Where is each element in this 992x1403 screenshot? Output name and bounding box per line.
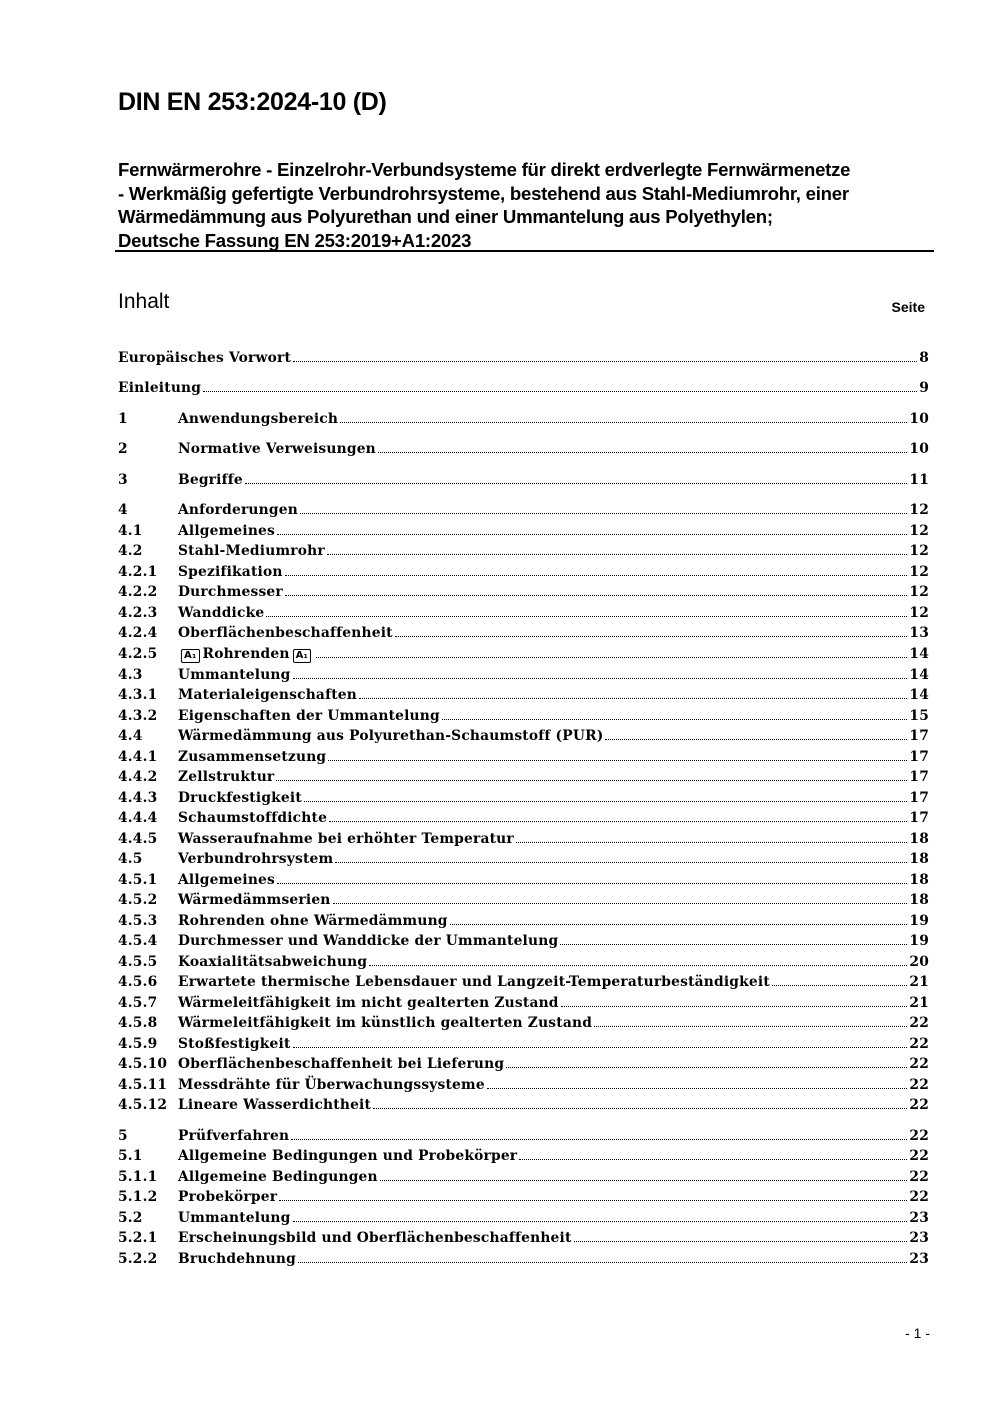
toc-entry-page: 10 [909, 441, 929, 457]
toc-entry-title: Begriffe [178, 472, 243, 488]
toc-entry-number: 4.2.5 [118, 646, 158, 662]
page-number: - 1 - [905, 1325, 930, 1341]
toc-entry[interactable] [118, 849, 929, 869]
toc-entry-title: Stahl-Mediumrohr [178, 543, 325, 559]
amendment-start-marker: A₁ [181, 649, 200, 663]
toc-entry-number: 4.2.4 [118, 625, 158, 641]
toc-entry-page: 22 [909, 1036, 929, 1052]
dot-leader [516, 842, 908, 843]
toc-entry-page: 23 [909, 1251, 929, 1267]
toc-entry-number: 4.4 [118, 728, 143, 744]
toc-entry-title: Lineare Wasserdichtheit [178, 1097, 372, 1113]
toc-entry[interactable] [118, 808, 929, 828]
toc-entry-page: 17 [909, 769, 929, 785]
toc-entry-title: Schaumstoffdichte [178, 810, 328, 826]
toc-entry-number: 4.5.8 [118, 1015, 158, 1031]
toc-entry-number: 3 [118, 472, 128, 488]
toc-entry[interactable] [118, 829, 929, 849]
toc-entry[interactable] [118, 870, 929, 890]
toc-entry-page: 12 [909, 605, 929, 621]
toc-entry[interactable] [118, 348, 929, 368]
toc-entry-title: Allgemeine Bedingungen [178, 1169, 378, 1185]
toc-entry-number: 5.1 [118, 1148, 143, 1164]
toc-entry-page: 11 [909, 472, 929, 488]
toc-entry[interactable] [118, 788, 929, 808]
toc-entry-title: Wärmeleitfähigkeit im nicht gealterten Zustand [178, 995, 559, 1011]
toc-entry-number: 5.2.2 [118, 1251, 158, 1267]
toc-entry[interactable] [118, 582, 929, 602]
toc-entry-page: 23 [909, 1230, 929, 1246]
toc-entry[interactable] [118, 931, 929, 951]
title-line: - Werkmäßig gefertigte Verbundrohrsysteme, bestehend aus Stahl-Mediumrohr, einer [118, 182, 849, 204]
toc-entry-page: 22 [909, 1148, 929, 1164]
table-of-contents [118, 0, 929, 1403]
dot-leader [519, 1159, 907, 1160]
toc-entry-number: 5.1.2 [118, 1189, 158, 1205]
toc-entry[interactable] [118, 1095, 929, 1115]
toc-entry-title: Erscheinungsbild und Oberflächenbeschaffenheit [178, 1230, 572, 1246]
toc-entry-page: 22 [909, 1097, 929, 1113]
dot-leader [369, 965, 907, 966]
dot-leader [245, 483, 908, 484]
dot-leader [359, 698, 907, 699]
toc-entry-page: 21 [909, 974, 929, 990]
toc-entry-page: 14 [909, 667, 929, 683]
toc-entry[interactable] [118, 1054, 929, 1074]
toc-entry-number: 4.4.2 [118, 769, 158, 785]
toc-entry-number: 4.3.2 [118, 708, 158, 724]
toc-entry[interactable] [118, 1228, 929, 1248]
dot-leader [293, 361, 917, 362]
toc-entry[interactable] [118, 470, 929, 490]
toc-entry-number: 4.5.5 [118, 954, 158, 970]
toc-entry-page: 15 [909, 708, 929, 724]
toc-entry-title: Wanddicke [178, 605, 265, 621]
toc-entry-number: 4.5.12 [118, 1097, 168, 1113]
toc-entry-title: Stoßfestigkeit [178, 1036, 291, 1052]
amendment-end-marker: A₁ [293, 649, 312, 663]
dot-leader [594, 1026, 907, 1027]
toc-entry-page: 14 [909, 646, 929, 662]
toc-entry-number: 4.4.4 [118, 810, 158, 826]
toc-entry[interactable] [118, 911, 929, 931]
toc-entry-number: 4.3 [118, 667, 143, 683]
document-id: DIN EN 253:2024-10 (D) [118, 88, 387, 116]
toc-entry-page: 20 [909, 954, 929, 970]
toc-entry-page: 17 [909, 790, 929, 806]
toc-entry[interactable] [118, 1126, 929, 1146]
dot-leader [293, 1221, 908, 1222]
dot-leader [333, 903, 908, 904]
dot-leader [304, 801, 907, 802]
dot-leader [291, 1139, 907, 1140]
dot-leader [395, 636, 908, 637]
toc-entry[interactable] [118, 1075, 929, 1095]
toc-entry-page: 8 [919, 350, 929, 366]
toc-entry[interactable] [118, 665, 929, 685]
toc-entry-number: 4.5.9 [118, 1036, 158, 1052]
toc-entry[interactable] [118, 603, 929, 623]
toc-entry-number: 4.4.1 [118, 749, 158, 765]
toc-entry-title: Koaxialitätsabweichung [178, 954, 368, 970]
toc-entry-number: 5.2 [118, 1210, 143, 1226]
toc-entry[interactable] [118, 500, 929, 520]
toc-entry-page: 12 [909, 564, 929, 580]
toc-entry-number: 4.5.4 [118, 933, 158, 949]
dot-leader [279, 1200, 907, 1201]
dot-leader [373, 1108, 907, 1109]
toc-entry-number: 4.5 [118, 851, 143, 867]
toc-entry-title: Zusammensetzung [178, 749, 327, 765]
toc-entry-number: 4.2.2 [118, 584, 158, 600]
toc-entry-title: Probekörper [178, 1189, 278, 1205]
toc-entry-page: 17 [909, 728, 929, 744]
dot-leader [378, 452, 907, 453]
toc-entry-title: Europäisches Vorwort [118, 350, 292, 366]
title-line: Fernwärmerohre - Einzelrohr-Verbundsysteme für direkt erdverlegte Fernwärmenetze [118, 159, 851, 180]
toc-entry[interactable] [118, 685, 929, 705]
toc-entry-title: Rohrenden [202, 646, 290, 662]
toc-entry-title: Anforderungen [178, 502, 298, 518]
toc-entry-page: 13 [909, 625, 929, 641]
toc-entry-title: Einleitung [118, 380, 202, 396]
toc-entry-number: 4.2 [118, 543, 143, 559]
toc-entry[interactable] [118, 1208, 929, 1228]
toc-entry-number: 4.5.3 [118, 913, 158, 929]
toc-entry-title: Zellstruktur [178, 769, 275, 785]
toc-entry-page: 14 [909, 687, 929, 703]
toc-entry-title: Wärmeleitfähigkeit im künstlich gealterten Zustand [178, 1015, 593, 1031]
toc-entry-title: Spezifikation [178, 564, 283, 580]
toc-entry[interactable] [118, 706, 929, 726]
title-line: Deutsche Fassung EN 253:2019+A1:2023 [118, 229, 472, 251]
toc-entry-number: 4.5.1 [118, 872, 158, 888]
toc-entry-page: 19 [909, 933, 929, 949]
dot-leader [300, 513, 907, 514]
toc-entry-page: 12 [909, 523, 929, 539]
toc-entry-title: Durchmesser [178, 584, 283, 600]
toc-entry-page: 17 [909, 749, 929, 765]
toc-entry-number: 4.4.5 [118, 831, 158, 847]
toc-entry-page: 22 [909, 1189, 929, 1205]
toc-entry[interactable] [118, 972, 929, 992]
dot-leader [285, 575, 908, 576]
toc-entry-title: Prüfverfahren [178, 1128, 290, 1144]
toc-entry[interactable] [118, 378, 929, 398]
toc-entry-title: Verbundrohrsystem [178, 851, 334, 867]
dot-leader [266, 616, 907, 617]
toc-entry[interactable] [118, 1013, 929, 1033]
toc-entry-title: Allgemeines [178, 872, 276, 888]
toc-entry-page: 18 [909, 831, 929, 847]
toc-entry[interactable] [118, 726, 929, 746]
toc-entry[interactable] [118, 1167, 929, 1187]
dot-leader [772, 985, 907, 986]
dot-leader [335, 862, 907, 863]
toc-entry-number: 4.5.2 [118, 892, 158, 908]
toc-entry-page: 12 [909, 584, 929, 600]
toc-entry-title: Eigenschaften der Ummantelung [178, 708, 440, 724]
toc-entry-page: 9 [919, 380, 929, 396]
toc-entry-number: 4.5.7 [118, 995, 158, 1011]
toc-entry-title: Wasseraufnahme bei erhöhter Temperatur [178, 831, 514, 847]
dot-leader [329, 821, 907, 822]
dot-leader [277, 883, 907, 884]
toc-entry-title: Anwendungsbereich [178, 411, 339, 427]
toc-entry[interactable] [118, 1146, 929, 1166]
toc-entry-title: Rohrenden ohne Wärmedämmung [178, 913, 448, 929]
toc-entry[interactable] [118, 521, 929, 541]
toc-entry-page: 22 [909, 1169, 929, 1185]
dot-leader [574, 1241, 908, 1242]
toc-entry[interactable] [118, 890, 929, 910]
toc-entry-page: 18 [909, 851, 929, 867]
toc-entry-title: Materialeigenschaften [178, 687, 357, 703]
dot-leader [298, 1262, 907, 1263]
toc-entry-title: Allgemeines [178, 523, 276, 539]
dot-leader [328, 760, 907, 761]
toc-entry-title: Erwartete thermische Lebensdauer und Langzeit-Temperaturbeständigkeit [178, 974, 770, 990]
toc-entry-page: 19 [909, 913, 929, 929]
toc-entry-page: 12 [909, 543, 929, 559]
toc-entry-title: Wärmedämmserien [178, 892, 331, 908]
toc-entry-number: 4.5.11 [118, 1077, 168, 1093]
toc-entry[interactable] [118, 1034, 929, 1054]
toc-entry-page: 17 [909, 810, 929, 826]
toc-entry-title: Ummantelung [178, 1210, 291, 1226]
toc-entry[interactable] [118, 623, 929, 643]
toc-entry-number: 1 [118, 411, 128, 427]
toc-entry[interactable] [118, 644, 929, 664]
toc-entry[interactable] [118, 993, 929, 1013]
dot-leader [560, 944, 907, 945]
toc-entry-page: 22 [909, 1015, 929, 1031]
toc-entry-page: 10 [909, 411, 929, 427]
toc-entry-page: 21 [909, 995, 929, 1011]
page-column-label: Seite [891, 299, 925, 315]
dot-leader [293, 678, 908, 679]
toc-entry-title: Durchmesser und Wanddicke der Ummantelung [178, 933, 559, 949]
dot-leader [605, 739, 907, 740]
toc-entry[interactable] [118, 952, 929, 972]
toc-entry-page: 23 [909, 1210, 929, 1226]
toc-entry[interactable] [118, 562, 929, 582]
dot-leader [487, 1088, 908, 1089]
toc-entry-page: 18 [909, 892, 929, 908]
toc-entry-page: 22 [909, 1077, 929, 1093]
toc-entry-page: 18 [909, 872, 929, 888]
toc-entry-page: 12 [909, 502, 929, 518]
toc-entry-number: 2 [118, 441, 128, 457]
toc-entry-number: 4.1 [118, 523, 143, 539]
toc-entry-title: Oberflächenbeschaffenheit bei Lieferung [178, 1056, 505, 1072]
dot-leader [327, 554, 908, 555]
toc-entry[interactable] [118, 439, 929, 459]
dot-leader [380, 1180, 908, 1181]
toc-entry-number: 4.5.10 [118, 1056, 168, 1072]
toc-entry-title: Wärmedämmung aus Polyurethan-Schaumstoff (PUR) [178, 728, 604, 744]
dot-leader [561, 1006, 908, 1007]
dot-leader [340, 422, 907, 423]
dot-leader [450, 924, 908, 925]
toc-entry-number: 4 [118, 502, 128, 518]
toc-heading: Inhalt [118, 290, 170, 313]
toc-entry-number: 4.2.1 [118, 564, 158, 580]
dot-leader [203, 391, 917, 392]
toc-entry[interactable] [118, 541, 929, 561]
toc-entry-number: 4.3.1 [118, 687, 158, 703]
toc-entry-number: 5 [118, 1128, 128, 1144]
dot-leader [277, 534, 907, 535]
dot-leader [316, 657, 907, 658]
toc-entry-page: 22 [909, 1128, 929, 1144]
dot-leader [442, 719, 908, 720]
toc-entry-page: 22 [909, 1056, 929, 1072]
dot-leader [285, 595, 908, 596]
toc-entry-title: Oberflächenbeschaffenheit [178, 625, 393, 641]
toc-entry[interactable] [118, 747, 929, 767]
toc-entry[interactable] [118, 1249, 929, 1269]
toc-entry[interactable] [118, 409, 929, 429]
toc-entry-title: Ummantelung [178, 667, 291, 683]
toc-entry-number: 4.4.3 [118, 790, 158, 806]
toc-entry-number: 5.2.1 [118, 1230, 158, 1246]
toc-entry-number: 4.2.3 [118, 605, 158, 621]
title-line: Wärmedämmung aus Polyurethan und einer Ummantelung aus Polyethylen; [118, 206, 773, 227]
dot-leader [276, 780, 907, 781]
dot-leader [506, 1067, 907, 1068]
toc-entry[interactable] [118, 767, 929, 787]
toc-entry[interactable] [118, 1187, 929, 1207]
toc-entry-title: Messdrähte für Überwachungssysteme [178, 1077, 485, 1093]
toc-entry-number: 5.1.1 [118, 1169, 158, 1185]
toc-entry-title: Allgemeine Bedingungen und Probekörper [178, 1148, 518, 1164]
toc-entry-number: 4.5.6 [118, 974, 158, 990]
toc-entry-title: Bruchdehnung [178, 1251, 296, 1267]
toc-entry-title: Druckfestigkeit [178, 790, 302, 806]
dot-leader [293, 1047, 908, 1048]
toc-entry-title: Normative Verweisungen [178, 441, 376, 457]
